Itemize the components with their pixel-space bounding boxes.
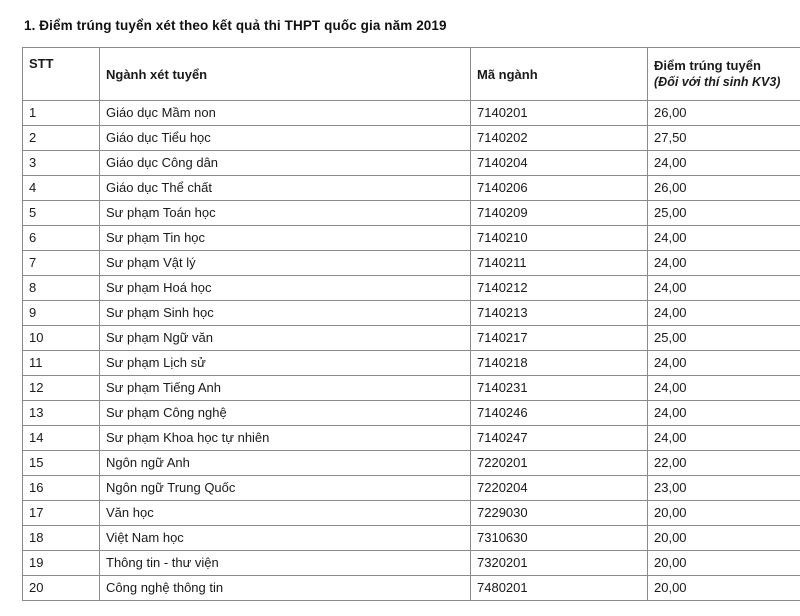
cell-stt: 16 — [23, 476, 100, 501]
cell-code: 7480201 — [471, 576, 648, 601]
cell-major: Sư phạm Hoá học — [100, 276, 471, 301]
cell-stt: 9 — [23, 301, 100, 326]
cell-code: 7140247 — [471, 426, 648, 451]
table-row — [23, 176, 800, 201]
cell-major: Giáo dục Công dân — [100, 151, 471, 176]
table-row — [23, 151, 800, 176]
cell-score: 24,00 — [648, 226, 800, 251]
column-header-stt: STT — [23, 48, 100, 101]
cell-score: 24,00 — [648, 351, 800, 376]
cell-major: Sư phạm Khoa học tự nhiên — [100, 426, 471, 451]
cell-major: Công nghệ thông tin — [100, 576, 471, 601]
cell-major: Sư phạm Công nghệ — [100, 401, 471, 426]
table-row — [23, 376, 800, 401]
cell-code: 7220201 — [471, 451, 648, 476]
cell-major: Sư phạm Tiếng Anh — [100, 376, 471, 401]
cell-stt: 7 — [23, 251, 100, 276]
cell-code: 7140213 — [471, 301, 648, 326]
cell-major: Sư phạm Sinh học — [100, 301, 471, 326]
cell-stt: 5 — [23, 201, 100, 226]
table-row — [23, 101, 800, 126]
table-row — [23, 326, 800, 351]
cell-code: 7320201 — [471, 551, 648, 576]
cell-stt: 18 — [23, 526, 100, 551]
cell-stt: 15 — [23, 451, 100, 476]
cell-major: Giáo dục Thể chất — [100, 176, 471, 201]
cell-score: 27,50 — [648, 126, 800, 151]
admission-score-table — [22, 47, 800, 601]
column-header-score-main: Điểm trúng tuyển — [654, 57, 761, 73]
column-header-score — [648, 48, 800, 101]
cell-code: 7140218 — [471, 351, 648, 376]
cell-stt: 1 — [23, 101, 100, 126]
table-header — [23, 48, 800, 101]
cell-code: 7140202 — [471, 126, 648, 151]
cell-major: Sư phạm Tin học — [100, 226, 471, 251]
cell-code: 7220204 — [471, 476, 648, 501]
cell-code: 7140212 — [471, 276, 648, 301]
cell-code: 7140217 — [471, 326, 648, 351]
cell-major: Văn học — [100, 501, 471, 526]
cell-stt: 6 — [23, 226, 100, 251]
cell-code: 7140204 — [471, 151, 648, 176]
cell-major: Sư phạm Lịch sử — [100, 351, 471, 376]
cell-code: 7140231 — [471, 376, 648, 401]
table-row — [23, 226, 800, 251]
column-header-score-sub: (Đối với thí sinh KV3) — [654, 75, 781, 90]
cell-stt: 20 — [23, 576, 100, 601]
table-row — [23, 451, 800, 476]
cell-stt: 19 — [23, 551, 100, 576]
cell-code: 7140210 — [471, 226, 648, 251]
table-row — [23, 276, 800, 301]
table-row — [23, 126, 800, 151]
cell-score: 20,00 — [648, 576, 800, 601]
cell-score: 24,00 — [648, 301, 800, 326]
cell-score: 26,00 — [648, 101, 800, 126]
cell-code: 7140246 — [471, 401, 648, 426]
cell-score: 20,00 — [648, 551, 800, 576]
cell-score: 20,00 — [648, 526, 800, 551]
table-row — [23, 501, 800, 526]
table-row — [23, 201, 800, 226]
table-row — [23, 401, 800, 426]
table-row — [23, 301, 800, 326]
cell-major: Giáo dục Tiểu học — [100, 126, 471, 151]
cell-major: Thông tin - thư viện — [100, 551, 471, 576]
column-header-major: Ngành xét tuyển — [100, 48, 471, 101]
table-body — [23, 101, 800, 601]
table-row — [23, 476, 800, 501]
cell-stt: 12 — [23, 376, 100, 401]
cell-code: 7140206 — [471, 176, 648, 201]
page-title: 1. Điểm trúng tuyển xét theo kết quả thi THPT quốc gia năm 2019 — [24, 18, 447, 33]
cell-stt: 14 — [23, 426, 100, 451]
cell-stt: 8 — [23, 276, 100, 301]
cell-score: 25,00 — [648, 326, 800, 351]
cell-score: 25,00 — [648, 201, 800, 226]
cell-major: Sư phạm Toán học — [100, 201, 471, 226]
column-header-code: Mã ngành — [471, 48, 648, 101]
cell-score: 23,00 — [648, 476, 800, 501]
cell-stt: 10 — [23, 326, 100, 351]
cell-major: Ngôn ngữ Anh — [100, 451, 471, 476]
table-row — [23, 251, 800, 276]
cell-score: 24,00 — [648, 151, 800, 176]
table-row — [23, 351, 800, 376]
cell-stt: 11 — [23, 351, 100, 376]
table-header-row — [23, 48, 800, 101]
cell-score: 24,00 — [648, 276, 800, 301]
cell-score: 24,00 — [648, 251, 800, 276]
cell-score: 24,00 — [648, 376, 800, 401]
cell-major: Ngôn ngữ Trung Quốc — [100, 476, 471, 501]
cell-score: 26,00 — [648, 176, 800, 201]
cell-code: 7229030 — [471, 501, 648, 526]
cell-stt: 2 — [23, 126, 100, 151]
cell-code: 7140201 — [471, 101, 648, 126]
cell-code: 7140211 — [471, 251, 648, 276]
cell-stt: 4 — [23, 176, 100, 201]
cell-code: 7140209 — [471, 201, 648, 226]
table-row — [23, 526, 800, 551]
cell-stt: 3 — [23, 151, 100, 176]
cell-score: 24,00 — [648, 426, 800, 451]
cell-stt: 13 — [23, 401, 100, 426]
table-row — [23, 551, 800, 576]
cell-code: 7310630 — [471, 526, 648, 551]
cell-stt: 17 — [23, 501, 100, 526]
cell-major: Giáo dục Mầm non — [100, 101, 471, 126]
table-row — [23, 576, 800, 601]
cell-score: 22,00 — [648, 451, 800, 476]
cell-score: 24,00 — [648, 401, 800, 426]
cell-major: Sư phạm Vật lý — [100, 251, 471, 276]
table-row — [23, 426, 800, 451]
cell-major: Việt Nam học — [100, 526, 471, 551]
cell-major: Sư phạm Ngữ văn — [100, 326, 471, 351]
cell-score: 20,00 — [648, 501, 800, 526]
